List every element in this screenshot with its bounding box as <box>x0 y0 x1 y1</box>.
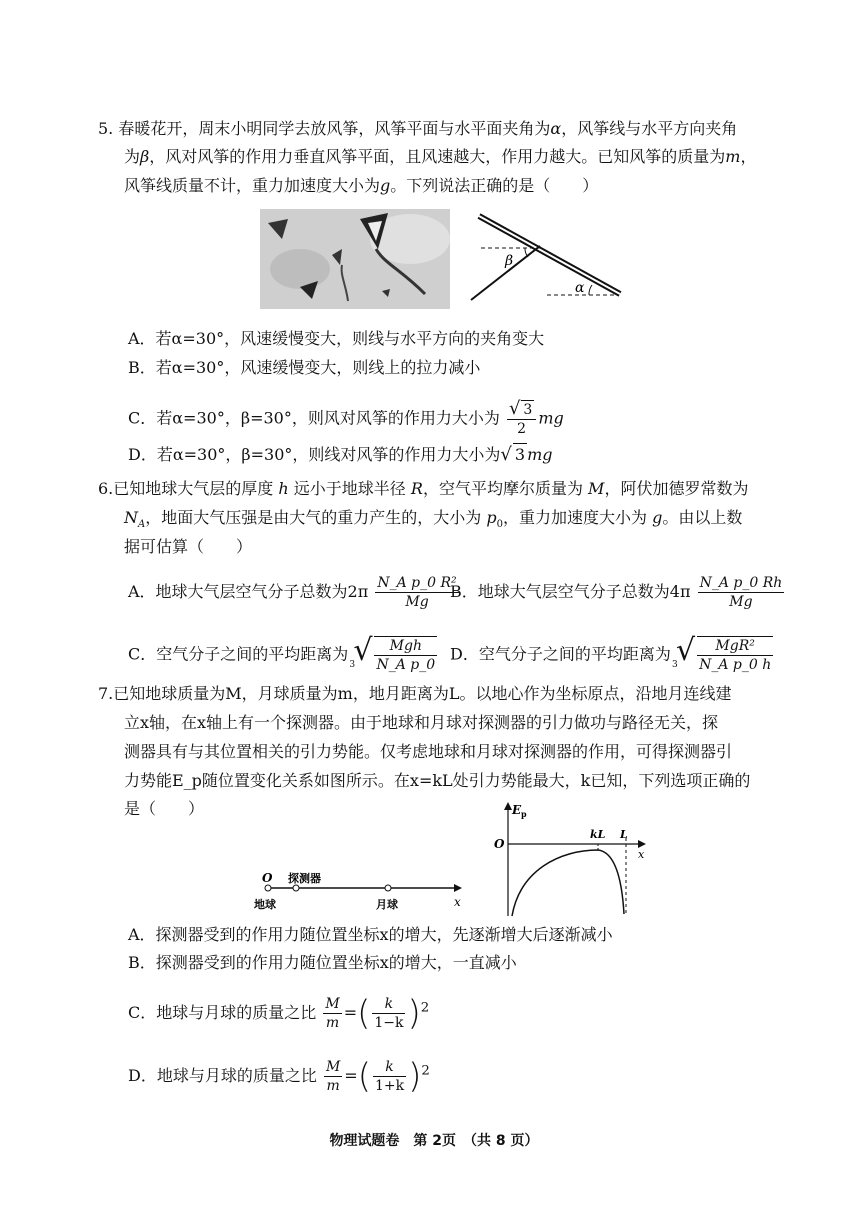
q7-option-c: C．地球与月球的质量之比 $\frac{M}{m}$ =( $\frac{k}{1-k}$ )$^2$ <box>128 993 430 1034</box>
L-label: L <box>620 828 628 841</box>
ep-axis-label: E <box>512 803 522 817</box>
earth-label: 地球 <box>254 898 276 911</box>
q7-line5: 是（ ） <box>124 799 205 818</box>
axis-origin-label: O <box>262 871 273 885</box>
q7-option-b: B．探测器受到的作用力随位置坐标x的增大，一直减小 <box>128 953 517 972</box>
graph-origin-label: O <box>494 837 505 851</box>
kite-photo-image <box>260 209 450 309</box>
q7-option-d: D．地球与月球的质量之比 $\frac{M}{m}$ =( $\frac{k}{1+k}$ )$^2$ <box>128 1056 430 1097</box>
probe-label: 探测器 <box>288 872 321 885</box>
ep-curve <box>512 850 624 916</box>
q6-line1: 6.已知地球大气层的厚度 h 远小于地球半径 R，空气平均摩尔质量为 M，阿伏加德罗常数为 <box>98 479 749 498</box>
page-footer: 物理试题卷 第 2页 （共 8 页） <box>329 1133 539 1149</box>
kite-force-diagram <box>465 208 625 308</box>
q6-line2: $N_A$，地面大气压强是由大气的重力产生的，大小为 $p_0$，重力加速度大小为 g。由以上数 <box>124 508 743 531</box>
fig-alpha-label: α <box>575 280 585 296</box>
graph-x-label: x <box>638 848 645 861</box>
earth-moon-axis-diagram <box>248 868 468 914</box>
q6-option-c: C．空气分子之间的平均距离为 3 √ $\frac{\text{Mgh}}{\text{N\_A p\_0}}$ <box>128 632 436 673</box>
axis-x-label: x <box>454 895 461 909</box>
q7-option-a: A．探测器受到的作用力随位置坐标x的增大，先逐渐增大后逐渐减小 <box>128 925 613 944</box>
q5-line2: 为β，风对风筝的作用力垂直风筝平面，且风速越大，作用力越大。已知风筝的质量为m， <box>124 147 757 166</box>
q7-number: 7. <box>98 684 114 703</box>
q6-option-d: D．空气分子之间的平均距离为 3 √ $\frac{\text{MgR²}}{\text{N\_A p\_0 h}}$ <box>450 632 772 673</box>
moon-label: 月球 <box>376 898 398 911</box>
q6-line3: 据可估算（ ） <box>124 537 253 556</box>
q7-line4: 力势能E_p随位置变化关系如图所示。在x=kL处引力势能最大，k已知，下列选项正确的 <box>124 771 751 790</box>
q5-line1: 5. 春暖花开，周末小明同学去放风筝，风筝平面与水平面夹角为α，风筝线与水平方向夹角 <box>98 119 738 138</box>
q5-line3: 风筝线质量不计，重力加速度大小为g。下列说法正确的是（ ） <box>124 176 599 195</box>
q5-number: 5. <box>98 119 114 138</box>
q5-option-d: D．若α=30°，β=30°，则线对风筝的作用力大小为√ 3 mg <box>128 444 553 465</box>
q7-line2: 立x轴，在x轴上有一个探测器。由于地球和月球对探测器的引力做功与路径无关，探 <box>124 713 719 732</box>
kite-photo <box>260 209 450 309</box>
q6-option-b: B．地球大气层空气分子总数为4π $\frac{\text{N\_A p\_0 Rh}}{Mg}$ <box>450 575 783 610</box>
kL-label: kL <box>590 828 606 841</box>
q6-option-a: A．地球大气层空气分子总数为2π $\frac{\text{N\_A p\_0 R²}}{Mg}$ <box>128 575 457 610</box>
potential-energy-graph <box>490 800 650 918</box>
q5-option-b: B．若α=30°，风速缓慢变大，则线上的拉力减小 <box>128 358 481 377</box>
q5-option-a: A．若α=30°，风速缓慢变大，则线与水平方向的夹角变大 <box>128 329 545 348</box>
q6-number: 6. <box>98 479 114 498</box>
fig-beta-label: β <box>505 253 514 269</box>
q7-line1: 7.已知地球质量为M，月球质量为m，地月距离为L。以地心作为坐标原点，沿地月连线建 <box>98 684 732 703</box>
q7-line3: 测器具有与其位置相关的引力势能。仅考虑地球和月球对探测器的作用，可得探测器引 <box>124 742 733 761</box>
q5-option-c: C．若α=30°，β=30°，则风对风筝的作用力大小为 $\frac{√ 3}{2}$ mg <box>128 398 564 437</box>
svg-text:p: p <box>521 809 527 819</box>
q5-c-fraction: $\frac{√ 3}{2}$ <box>507 400 536 438</box>
